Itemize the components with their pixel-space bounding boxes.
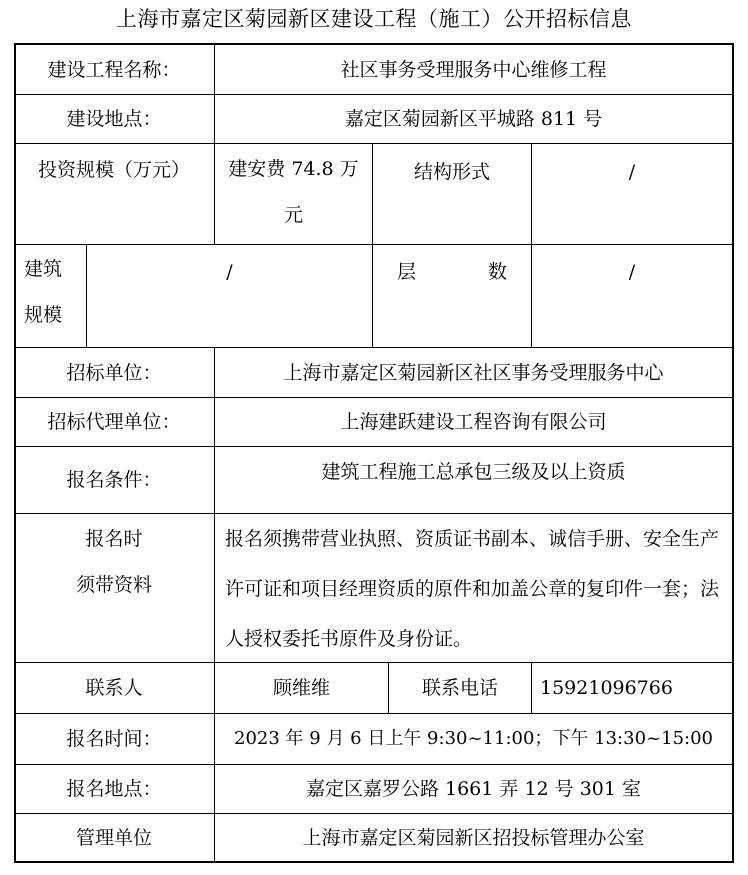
tenderer-value: 上海市嘉定区菊园新区社区事务受理服务中心 [283, 361, 664, 384]
management-label: 管理单位 [75, 826, 152, 849]
structure-label: 结构形式 [413, 161, 490, 183]
row-divider [14, 143, 734, 144]
structure-value: / [628, 161, 636, 183]
building-scale-value: / [226, 261, 233, 283]
reg-place-value: 嘉定区嘉罗公路 1661 弄 12 号 301 室 [305, 778, 642, 800]
floors-label-b: 数 [487, 261, 507, 283]
contact-phone: 15921096766 [540, 677, 673, 699]
project-name-value: 社区事务受理服务中心维修工程 [340, 58, 607, 81]
page-title: 上海市嘉定区菊园新区建设工程（施工）公开招标信息 [116, 7, 632, 31]
location-label: 建设地点： [66, 108, 162, 130]
conditions-label: 报名条件： [66, 469, 162, 491]
contact-name: 顾维维 [272, 677, 330, 699]
reg-time-label: 报名时间： [66, 728, 162, 750]
floors-value: / [628, 261, 636, 283]
investment-value-line1: 建安费 74.8 万 [228, 158, 359, 180]
location-value: 嘉定区菊园新区平城路 811 号 [344, 108, 603, 130]
investment-label: 投资规模（万元） [37, 159, 190, 181]
reg-time-value: 2023 年 9 月 6 日上午 9:30~11:00；下午 13:30~15:00 [234, 728, 713, 749]
materials-label [14, 514, 214, 662]
building-scale-label-line1: 建筑 [24, 258, 63, 280]
project-name-label: 建设工程名称： [47, 58, 181, 81]
agent-label: 招标代理单位： [47, 411, 181, 433]
row-divider [14, 244, 734, 245]
conditions-value: 建筑工程施工总承包三级及以上资质 [321, 461, 626, 483]
materials-value: 报名须携带营业执照、资质证书副本、诚信手册、安全生产许可证和项目经理资质的原件和加盖公章的复印件一套；法人授权委托书原件及身份证。 [225, 528, 720, 650]
building-scale-label [14, 246, 86, 346]
building-scale-label-line2: 规模 [24, 304, 63, 326]
reg-place-label: 报名地点： [66, 778, 162, 800]
contact-phone-label: 联系电话 [421, 677, 498, 699]
tenderer-label: 招标单位： [66, 361, 162, 384]
materials-label-line1: 报名时 [85, 528, 143, 550]
investment-value [215, 146, 372, 242]
floors-label [373, 258, 531, 286]
materials-label-line2: 须带资料 [75, 574, 152, 596]
investment-value-line2: 元 [283, 204, 303, 226]
floors-label-a: 层 [397, 261, 417, 283]
contact-label: 联系人 [85, 677, 143, 699]
management-value: 上海市嘉定区菊园新区招投标管理办公室 [302, 826, 645, 849]
agent-value: 上海建跃建设工程咨询有限公司 [340, 411, 607, 433]
